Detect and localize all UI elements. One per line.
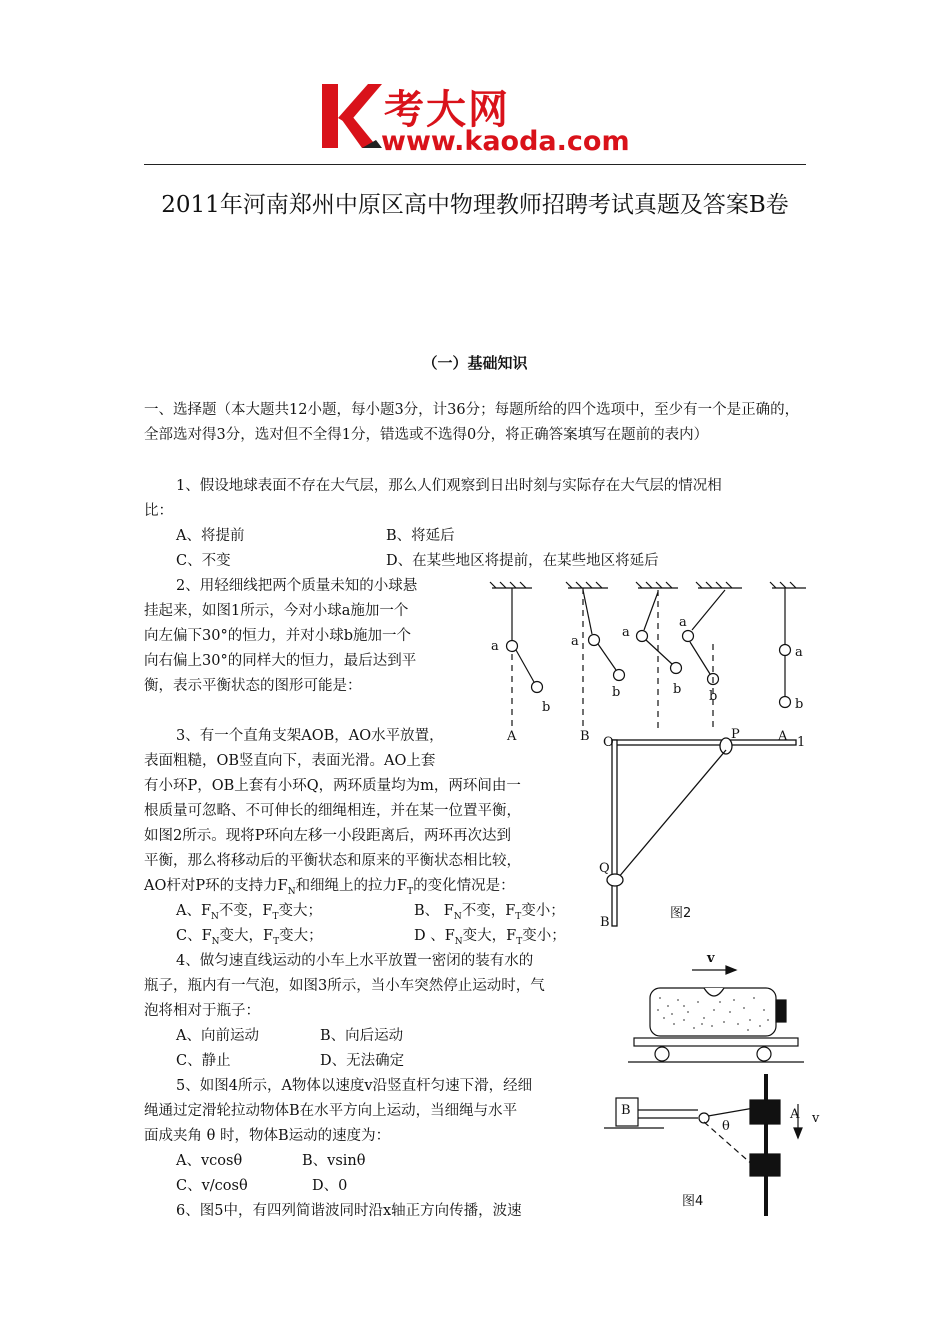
q3-line3: 有小环P，OB上套有小环Q，两环质量均为m，两环间由一	[144, 778, 521, 794]
q3-line7: AO杆对P环的支持力$F_N$和细绳上的拉力$F_T$的变化情况是：	[144, 878, 515, 897]
q4-option-c: C、静止	[176, 1053, 231, 1069]
q4-line2: 瓶子，瓶内有一气泡，如图3所示，当小车突然停止运动时，气	[144, 978, 545, 994]
q5-line3: 面成夹角 θ 时，物体B运动的速度为：	[144, 1128, 391, 1144]
fig1-option-label-a: A	[507, 729, 517, 744]
fig1-ball-a-label-5: a	[795, 645, 803, 660]
q4-line1: 4、做匀速直线运动的小车上水平放置一密闭的装有水的	[176, 953, 534, 969]
q4-option-a: A、向前运动	[176, 1028, 259, 1044]
document-title: 2011年河南郑州中原区高中物理教师招聘考试真题及答案B卷	[161, 192, 789, 218]
fig4-label-v: v	[812, 1111, 820, 1126]
q5-option-c: C、v/cosθ	[176, 1178, 248, 1194]
q5-option-b: B、vsinθ	[302, 1153, 366, 1169]
fig4-label-b: B	[621, 1103, 631, 1118]
q5-option-d: D、0	[312, 1178, 348, 1194]
fig2-label-p: P	[731, 727, 740, 742]
q3-option-c: C、$F_N$变大，$F_T$变大；	[176, 928, 323, 947]
fig1-ball-b-label-3: b	[673, 682, 682, 697]
fig2-label-b: B	[600, 915, 610, 930]
q4-line3: 泡将相对于瓶子：	[144, 1003, 260, 1019]
fig1-ball-b-label-4: b	[709, 689, 718, 704]
instructions-paragraph: 一、选择题（本大题共12小题，每小题3分，计36分；每题所给的四个选项中，至少有一个是正确的，全部选对得3分，选对但不全得1分，错选或不选得0分，将正确答案填写在题前的表内）	[144, 402, 800, 443]
q2-line2: 挂起来，如图1所示，今对小球a施加一个	[144, 603, 409, 619]
fig2-label-1: 1	[797, 735, 806, 750]
q3-option-a: A、$F_N$不变，$F_T$变大；	[176, 903, 322, 922]
figure-4-pulley-system	[604, 1074, 804, 1220]
q3-line2: 表面粗糙，OB竖直向下，表面光滑。AO上套	[144, 753, 436, 769]
figure-2-right-angle-frame	[598, 728, 808, 928]
header-divider	[144, 164, 806, 165]
q2-line3: 向左偏下30°的恒力，并对小球b施加一个	[144, 628, 411, 644]
logo-chinese-text: 考大网	[384, 87, 510, 133]
q3-line1: 3、有一个直角支架AOB，AO水平放置，	[176, 728, 444, 744]
q1-option-b: B、将延后	[386, 528, 455, 544]
fig4-caption: 图4	[682, 1194, 704, 1209]
fig3-velocity-label: v	[707, 951, 715, 966]
q5-line2: 绳通过定滑轮拉动物体B在水平方向上运动，当细绳与水平	[144, 1103, 518, 1119]
fig2-label-a: A	[778, 729, 788, 744]
q5-option-a: A、vcosθ	[176, 1153, 243, 1169]
fig1-ball-a-label-4: a	[679, 615, 687, 630]
q3-line5: 如图2所示。现将P环向左移一小段距离后，两环再次达到	[144, 828, 511, 844]
fig1-option-label-b: B	[580, 729, 590, 744]
figure-1-pendulums	[480, 578, 810, 746]
q3-line4: 根质量可忽略、不可伸长的细绳相连，并在某一位置平衡，	[144, 803, 521, 819]
q4-option-b: B、向后运动	[320, 1028, 404, 1044]
q5-line1: 5、如图4所示，A物体以速度v沿竖直杆匀速下滑，经细	[176, 1078, 533, 1094]
q1-stem-line1: 1、假设地球表面不存在大气层，那么人们观察到日出时刻与实际存在大气层的情况相	[176, 478, 722, 494]
logo-url-text: www.kaoda.com	[381, 126, 630, 157]
fig2-caption: 图2	[670, 906, 692, 921]
fig1-ball-b-label-5: b	[795, 697, 804, 712]
kaoda-k-logo-icon	[318, 80, 382, 152]
fig1-ball-a-label-1: a	[491, 639, 499, 654]
fig1-ball-b-label-2: b	[612, 685, 621, 700]
fig2-label-q: Q	[599, 861, 610, 876]
fig1-ball-a-label-3: a	[622, 625, 630, 640]
figure-3-cart-bottle	[628, 962, 806, 1074]
section-heading: （一）基础知识	[422, 354, 528, 372]
q2-line1: 2、用轻细线把两个质量未知的小球悬	[176, 578, 418, 594]
q6-line1: 6、图5中，有四列简谐波同时沿x轴正方向传播，波速	[176, 1203, 522, 1219]
q3-option-d: D 、$F_N$变大，$F_T$变小；	[414, 928, 566, 947]
q2-line5: 衡，表示平衡状态的图形可能是：	[144, 678, 362, 694]
q1-stem-line2: 比：	[144, 503, 173, 519]
q2-line4: 向右偏上30°的同样大的恒力，最后达到平	[144, 653, 417, 669]
fig1-ball-b-label-1: b	[542, 700, 551, 715]
q4-option-d: D、无法确定	[320, 1053, 405, 1069]
q1-option-d: D、在某些地区将提前，在某些地区将延后	[386, 553, 659, 569]
q3-line6: 平衡，那么将移动后的平衡状态和原来的平衡状态相比较，	[144, 853, 521, 869]
q3-option-b: B、 $F_N$不变，$F_T$变小；	[414, 903, 565, 922]
q1-option-a: A、将提前	[176, 528, 245, 544]
fig1-ball-a-label-2: a	[571, 634, 579, 649]
fig4-label-a: A	[790, 1107, 800, 1122]
q1-option-c: C、不变	[176, 553, 231, 569]
fig2-label-o: O	[603, 735, 614, 750]
fig4-label-theta: θ	[722, 1119, 730, 1134]
